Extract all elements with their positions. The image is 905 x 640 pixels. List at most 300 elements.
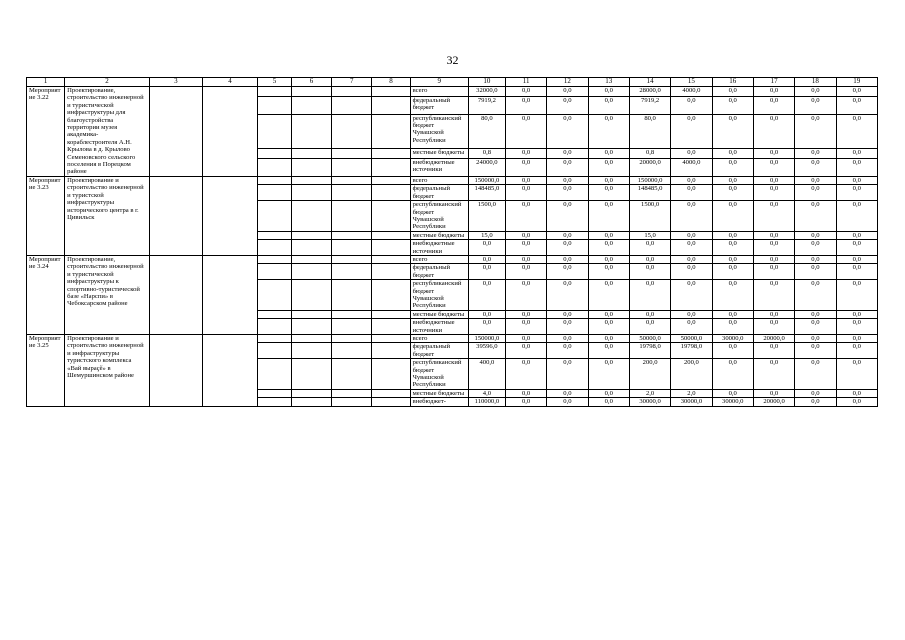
amount-cell: 0,0: [588, 87, 629, 97]
empty-cell: [332, 240, 372, 256]
amount-cell: 0,0: [588, 176, 629, 184]
amount-cell: 32000,0: [468, 87, 505, 97]
amount-cell: 0,0: [795, 176, 836, 184]
amount-cell: 80,0: [468, 114, 505, 149]
column-number: 17: [753, 78, 794, 87]
empty-cell: [202, 255, 257, 334]
column-number: 9: [410, 78, 468, 87]
amount-cell: 4000,0: [671, 87, 712, 97]
amount-cell: 0,0: [795, 264, 836, 280]
amount-cell: 0,0: [629, 280, 670, 311]
page-number: 32: [446, 53, 459, 67]
amount-cell: 0,0: [629, 310, 670, 318]
empty-cell: [149, 255, 202, 334]
amount-cell: 0,0: [505, 176, 546, 184]
amount-cell: 0,0: [712, 343, 753, 359]
amount-cell: 0,0: [795, 335, 836, 343]
column-number: 2: [65, 78, 150, 87]
amount-cell: 19798,0: [671, 343, 712, 359]
amount-cell: 0,0: [588, 201, 629, 232]
amount-cell: 0,0: [753, 310, 794, 318]
amount-cell: 20000,0: [753, 398, 794, 406]
empty-cell: [372, 176, 410, 184]
empty-cell: [332, 231, 372, 239]
amount-cell: 0,0: [505, 319, 546, 335]
empty-cell: [372, 255, 410, 263]
amount-cell: 0,0: [629, 240, 670, 256]
amount-cell: 0,0: [547, 335, 588, 343]
amount-cell: 0,0: [505, 310, 546, 318]
empty-cell: [372, 264, 410, 280]
funding-source: федеральный бюджет: [410, 343, 468, 359]
amount-cell: 0,0: [547, 96, 588, 114]
empty-cell: [291, 240, 331, 256]
amount-cell: 30000,0: [712, 398, 753, 406]
empty-cell: [149, 335, 202, 407]
empty-cell: [291, 114, 331, 149]
amount-cell: 0,0: [505, 240, 546, 256]
amount-cell: 0,0: [468, 240, 505, 256]
empty-cell: [332, 176, 372, 184]
empty-cell: [291, 231, 331, 239]
funding-source: местные бюджеты: [410, 231, 468, 239]
amount-cell: 0,0: [547, 176, 588, 184]
empty-cell: [258, 319, 292, 335]
funding-source: местные бюджеты: [410, 310, 468, 318]
empty-cell: [291, 176, 331, 184]
amount-cell: 0,0: [505, 158, 546, 176]
funding-source: всего: [410, 87, 468, 97]
amount-cell: 0,0: [753, 149, 794, 159]
empty-cell: [258, 114, 292, 149]
funding-source: федеральный бюджет: [410, 185, 468, 201]
amount-cell: 0,0: [671, 96, 712, 114]
amount-cell: 0,0: [836, 96, 877, 114]
amount-cell: 0,8: [468, 149, 505, 159]
measure-description: Проектирование и строительство инженерной и туристской инфраструктуры исторического центра в г. Цивильск: [65, 176, 150, 255]
empty-cell: [332, 264, 372, 280]
empty-cell: [332, 96, 372, 114]
amount-cell: 0,0: [671, 240, 712, 256]
amount-cell: 39596,0: [468, 343, 505, 359]
amount-cell: 0,0: [753, 87, 794, 97]
empty-cell: [291, 343, 331, 359]
empty-cell: [291, 185, 331, 201]
amount-cell: 0,0: [671, 280, 712, 311]
amount-cell: 0,0: [753, 319, 794, 335]
amount-cell: 0,0: [836, 343, 877, 359]
column-number: 13: [588, 78, 629, 87]
amount-cell: 0,0: [795, 114, 836, 149]
amount-cell: 0,0: [795, 240, 836, 256]
amount-cell: 0,0: [795, 359, 836, 390]
amount-cell: 0,0: [547, 114, 588, 149]
amount-cell: 0,0: [753, 158, 794, 176]
amount-cell: 0,0: [712, 231, 753, 239]
amount-cell: 0,0: [588, 255, 629, 263]
amount-cell: 0,0: [588, 96, 629, 114]
amount-cell: 0,0: [468, 280, 505, 311]
funding-source: республиканский бюджет Чувашской Республики: [410, 359, 468, 390]
empty-cell: [291, 310, 331, 318]
measure-number: Мероприятие 3.24: [27, 255, 65, 334]
empty-cell: [291, 389, 331, 397]
amount-cell: 0,0: [836, 319, 877, 335]
amount-cell: 0,0: [712, 96, 753, 114]
table-row: [27, 176, 878, 184]
amount-cell: 0,0: [795, 398, 836, 406]
amount-cell: 4,0: [468, 389, 505, 397]
amount-cell: 50000,0: [629, 335, 670, 343]
amount-cell: 0,0: [712, 255, 753, 263]
amount-cell: 0,0: [712, 87, 753, 97]
amount-cell: 0,0: [547, 359, 588, 390]
empty-cell: [258, 359, 292, 390]
amount-cell: 0,0: [836, 398, 877, 406]
empty-cell: [332, 87, 372, 97]
amount-cell: 150000,0: [468, 335, 505, 343]
empty-cell: [372, 335, 410, 343]
empty-cell: [258, 231, 292, 239]
empty-cell: [332, 335, 372, 343]
funding-source: внебюджетные источники: [410, 158, 468, 176]
measure-description: Проектирование, строительство инженерной и туристической инфраструктуры для благоустройства территории музея академика-кораблестроителя А.Н. Крылова в д. Крылово Семеновского сельского поселения в Порецком районе: [65, 87, 150, 177]
funding-source: внебюджет-: [410, 398, 468, 406]
amount-cell: 0,0: [468, 319, 505, 335]
amount-cell: 0,0: [547, 201, 588, 232]
amount-cell: 0,0: [505, 96, 546, 114]
amount-cell: 0,0: [671, 176, 712, 184]
funding-source: республиканский бюджет Чувашской Республики: [410, 114, 468, 149]
empty-cell: [291, 359, 331, 390]
empty-cell: [258, 335, 292, 343]
amount-cell: 0,0: [505, 201, 546, 232]
empty-cell: [332, 398, 372, 406]
column-number: 16: [712, 78, 753, 87]
amount-cell: 0,0: [753, 201, 794, 232]
amount-cell: 0,0: [505, 335, 546, 343]
amount-cell: 0,0: [671, 255, 712, 263]
amount-cell: 0,0: [505, 185, 546, 201]
amount-cell: 0,0: [836, 231, 877, 239]
amount-cell: 0,0: [671, 149, 712, 159]
empty-cell: [372, 319, 410, 335]
empty-cell: [291, 87, 331, 97]
empty-cell: [258, 280, 292, 311]
amount-cell: 0,0: [836, 255, 877, 263]
column-number: 5: [258, 78, 292, 87]
amount-cell: 0,0: [505, 389, 546, 397]
amount-cell: 0,0: [753, 264, 794, 280]
amount-cell: 150000,0: [468, 176, 505, 184]
amount-cell: 200,0: [671, 359, 712, 390]
funding-source: всего: [410, 176, 468, 184]
empty-cell: [372, 359, 410, 390]
empty-cell: [258, 343, 292, 359]
amount-cell: 2,0: [629, 389, 670, 397]
amount-cell: 0,0: [468, 310, 505, 318]
amount-cell: 19798,0: [629, 343, 670, 359]
amount-cell: 0,0: [547, 149, 588, 159]
amount-cell: 148485,0: [629, 185, 670, 201]
amount-cell: 0,0: [588, 240, 629, 256]
empty-cell: [202, 335, 257, 407]
amount-cell: 0,0: [547, 319, 588, 335]
empty-cell: [332, 255, 372, 263]
amount-cell: 0,0: [505, 255, 546, 263]
empty-cell: [291, 96, 331, 114]
amount-cell: 24000,0: [468, 158, 505, 176]
amount-cell: 0,0: [795, 319, 836, 335]
empty-cell: [372, 310, 410, 318]
amount-cell: 0,0: [712, 201, 753, 232]
amount-cell: 0,0: [753, 359, 794, 390]
amount-cell: 0,0: [795, 185, 836, 201]
empty-cell: [332, 185, 372, 201]
amount-cell: 7919,2: [468, 96, 505, 114]
empty-cell: [332, 158, 372, 176]
funding-source: республиканский бюджет Чувашской Республики: [410, 280, 468, 311]
funding-source: местные бюджеты: [410, 149, 468, 159]
empty-cell: [202, 176, 257, 255]
amount-cell: 0,0: [836, 389, 877, 397]
column-number: 12: [547, 78, 588, 87]
measure-description: Проектирование, строительство инженерной и туристической инфраструктуры к спортивно-туристической базе «Нарспи» в Чебоксарском районе: [65, 255, 150, 334]
empty-cell: [258, 255, 292, 263]
amount-cell: 0,0: [588, 319, 629, 335]
amount-cell: 110000,0: [468, 398, 505, 406]
amount-cell: 0,0: [795, 310, 836, 318]
amount-cell: 0,0: [836, 87, 877, 97]
amount-cell: 0,0: [588, 185, 629, 201]
amount-cell: 400,0: [468, 359, 505, 390]
amount-cell: 0,0: [712, 158, 753, 176]
amount-cell: 0,0: [712, 389, 753, 397]
amount-cell: 30000,0: [629, 398, 670, 406]
empty-cell: [291, 158, 331, 176]
amount-cell: 0,0: [547, 389, 588, 397]
empty-cell: [372, 87, 410, 97]
amount-cell: 0,0: [588, 114, 629, 149]
amount-cell: 0,0: [712, 114, 753, 149]
amount-cell: 0,0: [588, 359, 629, 390]
amount-cell: 0,0: [671, 231, 712, 239]
empty-cell: [372, 158, 410, 176]
amount-cell: 0,0: [836, 240, 877, 256]
amount-cell: 0,0: [836, 176, 877, 184]
amount-cell: 30000,0: [671, 398, 712, 406]
budget-table: [26, 77, 878, 407]
amount-cell: 0,8: [629, 149, 670, 159]
empty-cell: [258, 398, 292, 406]
empty-cell: [258, 149, 292, 159]
empty-cell: [291, 149, 331, 159]
measure-number: Мероприятие 3.22: [27, 87, 65, 177]
measure-description: Проектирование и строительство инженерной и инфраструктуры туристского комплекса «Вай выраҫӗ» в Шемуршинском районе: [65, 335, 150, 407]
amount-cell: 0,0: [588, 343, 629, 359]
column-number: 6: [291, 78, 331, 87]
column-number: 18: [795, 78, 836, 87]
amount-cell: 0,0: [836, 185, 877, 201]
amount-cell: 0,0: [836, 158, 877, 176]
amount-cell: 0,0: [795, 201, 836, 232]
amount-cell: 80,0: [629, 114, 670, 149]
amount-cell: 0,0: [712, 310, 753, 318]
amount-cell: 0,0: [505, 343, 546, 359]
empty-cell: [372, 114, 410, 149]
amount-cell: 0,0: [712, 149, 753, 159]
empty-cell: [372, 398, 410, 406]
table-row: [27, 335, 878, 343]
amount-cell: 0,0: [753, 96, 794, 114]
amount-cell: 0,0: [836, 335, 877, 343]
empty-cell: [291, 398, 331, 406]
amount-cell: 0,0: [712, 240, 753, 256]
amount-cell: 0,0: [795, 96, 836, 114]
empty-cell: [258, 158, 292, 176]
empty-cell: [372, 231, 410, 239]
empty-cell: [258, 87, 292, 97]
amount-cell: 20000,0: [753, 335, 794, 343]
empty-cell: [332, 114, 372, 149]
amount-cell: 150000,0: [629, 176, 670, 184]
amount-cell: 0,0: [795, 158, 836, 176]
empty-cell: [202, 87, 257, 177]
amount-cell: 0,0: [753, 176, 794, 184]
empty-cell: [372, 149, 410, 159]
empty-cell: [372, 201, 410, 232]
amount-cell: 0,0: [753, 389, 794, 397]
table-row: [27, 87, 878, 97]
column-number: 15: [671, 78, 712, 87]
amount-cell: 0,0: [795, 343, 836, 359]
empty-cell: [332, 359, 372, 390]
amount-cell: 0,0: [505, 87, 546, 97]
empty-cell: [372, 280, 410, 311]
empty-cell: [291, 201, 331, 232]
empty-cell: [291, 280, 331, 311]
amount-cell: 0,0: [505, 114, 546, 149]
amount-cell: 0,0: [795, 255, 836, 263]
amount-cell: 15,0: [629, 231, 670, 239]
amount-cell: 0,0: [588, 158, 629, 176]
empty-cell: [258, 310, 292, 318]
empty-cell: [258, 185, 292, 201]
amount-cell: 0,0: [505, 280, 546, 311]
amount-cell: 0,0: [588, 149, 629, 159]
amount-cell: 0,0: [753, 240, 794, 256]
amount-cell: 0,0: [712, 319, 753, 335]
amount-cell: 30000,0: [712, 335, 753, 343]
amount-cell: 0,0: [712, 264, 753, 280]
empty-cell: [149, 176, 202, 255]
measure-number: Мероприятие 3.23: [27, 176, 65, 255]
amount-cell: 0,0: [547, 280, 588, 311]
column-number: 19: [836, 78, 877, 87]
amount-cell: 200,0: [629, 359, 670, 390]
amount-cell: 1500,0: [629, 201, 670, 232]
amount-cell: 0,0: [588, 389, 629, 397]
amount-cell: 15,0: [468, 231, 505, 239]
amount-cell: 0,0: [671, 319, 712, 335]
amount-cell: 0,0: [588, 398, 629, 406]
amount-cell: 0,0: [795, 149, 836, 159]
funding-source: внебюджетные источники: [410, 240, 468, 256]
amount-cell: 0,0: [505, 264, 546, 280]
empty-cell: [332, 343, 372, 359]
amount-cell: 0,0: [505, 398, 546, 406]
amount-cell: 0,0: [836, 264, 877, 280]
empty-cell: [291, 264, 331, 280]
amount-cell: 0,0: [712, 280, 753, 311]
amount-cell: 0,0: [753, 231, 794, 239]
funding-source: федеральный бюджет: [410, 96, 468, 114]
amount-cell: 0,0: [671, 310, 712, 318]
amount-cell: 0,0: [547, 255, 588, 263]
amount-cell: 0,0: [547, 185, 588, 201]
column-number: 1: [27, 78, 65, 87]
amount-cell: 148485,0: [468, 185, 505, 201]
empty-cell: [372, 96, 410, 114]
amount-cell: 7919,2: [629, 96, 670, 114]
funding-source: местные бюджеты: [410, 389, 468, 397]
amount-cell: 0,0: [712, 185, 753, 201]
amount-cell: 4000,0: [671, 158, 712, 176]
amount-cell: 0,0: [547, 343, 588, 359]
amount-cell: 1500,0: [468, 201, 505, 232]
funding-source: всего: [410, 335, 468, 343]
amount-cell: 0,0: [753, 280, 794, 311]
amount-cell: 0,0: [547, 310, 588, 318]
amount-cell: 0,0: [468, 264, 505, 280]
amount-cell: 0,0: [671, 114, 712, 149]
amount-cell: 0,0: [836, 280, 877, 311]
amount-cell: 0,0: [629, 264, 670, 280]
empty-cell: [372, 343, 410, 359]
amount-cell: 0,0: [505, 359, 546, 390]
empty-cell: [372, 389, 410, 397]
amount-cell: 0,0: [836, 201, 877, 232]
empty-cell: [372, 185, 410, 201]
column-number: 8: [372, 78, 410, 87]
amount-cell: 0,0: [588, 231, 629, 239]
amount-cell: 0,0: [795, 87, 836, 97]
funding-source: внебюджетные источники: [410, 319, 468, 335]
amount-cell: 0,0: [547, 158, 588, 176]
amount-cell: 0,0: [836, 310, 877, 318]
amount-cell: 0,0: [468, 255, 505, 263]
empty-cell: [332, 201, 372, 232]
empty-cell: [258, 176, 292, 184]
empty-cell: [291, 255, 331, 263]
empty-cell: [332, 310, 372, 318]
column-number: 7: [332, 78, 372, 87]
amount-cell: 50000,0: [671, 335, 712, 343]
column-number: 3: [149, 78, 202, 87]
amount-cell: 0,0: [712, 359, 753, 390]
empty-cell: [149, 87, 202, 177]
amount-cell: 0,0: [547, 87, 588, 97]
empty-cell: [332, 389, 372, 397]
amount-cell: 0,0: [547, 231, 588, 239]
amount-cell: 0,0: [836, 149, 877, 159]
amount-cell: 0,0: [795, 231, 836, 239]
amount-cell: 0,0: [588, 335, 629, 343]
funding-source: федеральный бюджет: [410, 264, 468, 280]
amount-cell: 20000,0: [629, 158, 670, 176]
column-number: 10: [468, 78, 505, 87]
empty-cell: [291, 319, 331, 335]
